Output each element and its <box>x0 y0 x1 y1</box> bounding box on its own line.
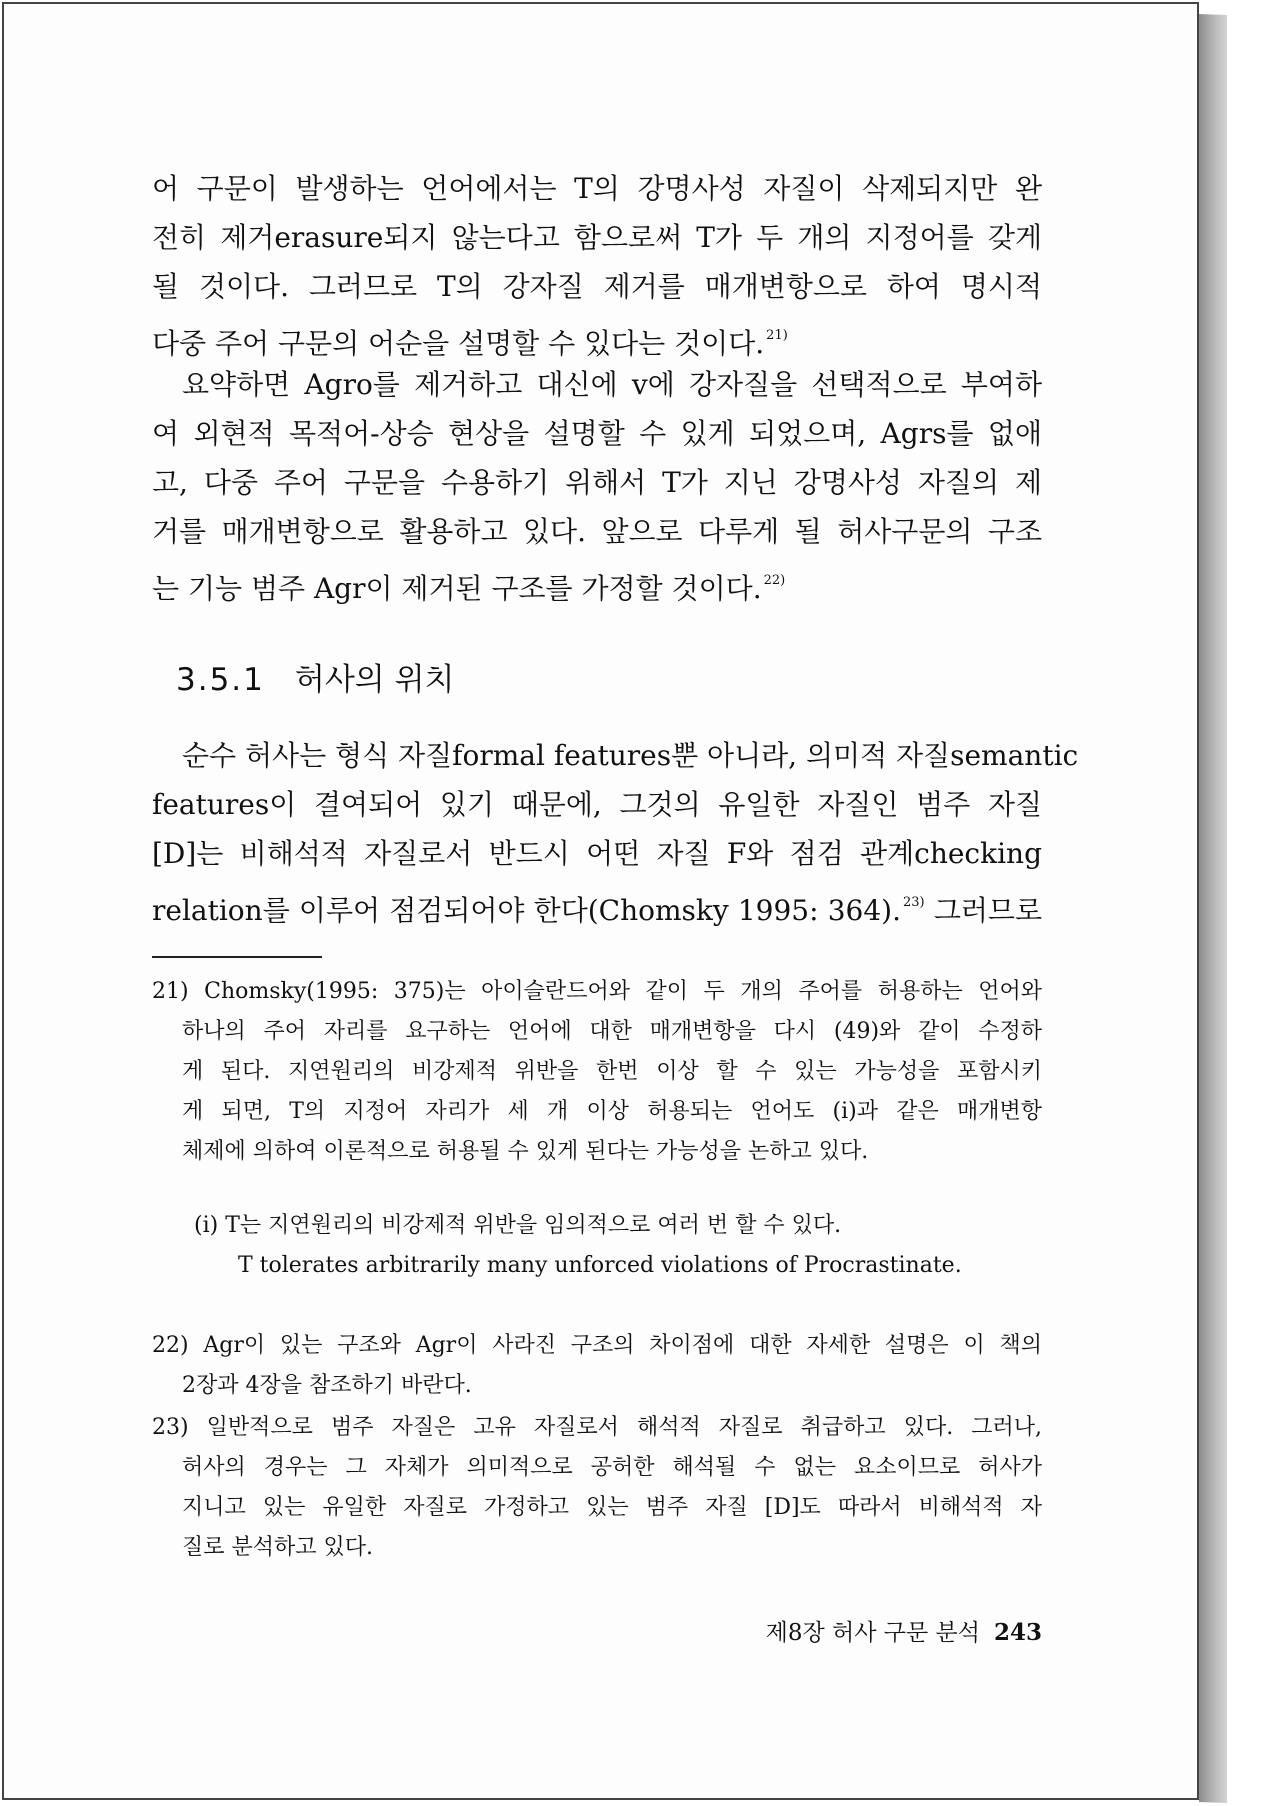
footnote-line: 허사의 경우는 그 자체가 의미적으로 공허한 해석될 수 없는 요소이므로 허사가 <box>182 1455 1042 1480</box>
footnote-line: 게 된다. 지연원리의 비강제적 위반을 한번 이상 할 수 있는 가능성을 포함시키 <box>182 1059 1042 1084</box>
text-line: [D]는 비해석적 자질로서 반드시 어떤 자질 F와 점검 관계checking <box>152 837 1042 870</box>
section-number: 3.5.1 <box>176 662 265 698</box>
footnote-line: 하나의 주어 자리를 요구하는 언어에 대한 매개변항을 다시 (49)와 같이 수정하 <box>182 1019 1042 1044</box>
chapter-title: 제8장 허사 구문 분석 <box>765 1620 980 1646</box>
text-line: 요약하면 Agro를 제거하고 대신에 v에 강자질을 선택적으로 부여하 <box>182 368 1042 401</box>
body-paragraph-2 <box>152 360 1042 613</box>
footnote-21-example <box>194 1206 1014 1286</box>
footnote-21 <box>152 972 1042 1172</box>
footnote-line: 21) Chomsky(1995: 375)는 아이슬란드어와 같이 두 개의 주어를 허용하는 언어와 <box>152 979 1042 1004</box>
text-line: 고, 다중 주어 구문을 수용하기 위해서 T가 지닌 강명사성 자질의 제 <box>152 466 1042 499</box>
page-stack-edge <box>1199 14 1227 1803</box>
section-title: 허사의 위치 <box>294 662 455 698</box>
text-line: 전히 제거erasure되지 않는다고 함으로써 T가 두 개의 지정어를 갖게 <box>152 221 1042 254</box>
example-english: T tolerates arbitrarily many unforced violations of Procrastinate. <box>238 1253 962 1278</box>
footnote-divider <box>152 956 322 958</box>
text-line <box>152 556 1042 613</box>
footnote-ref-23[interactable]: 23) <box>903 895 925 910</box>
text-line-content: 다중 주어 구문의 어순을 설명할 수 있다는 것이다. <box>152 327 765 360</box>
footnote-23 <box>152 1408 1042 1568</box>
footnote-line: 지니고 있는 유일한 자질로 가정하고 있는 범주 자질 [D]도 따라서 비해석적 자 <box>182 1495 1042 1520</box>
footnote-22 <box>152 1326 1042 1406</box>
footnote-ref-22[interactable]: 22) <box>763 573 786 588</box>
text-line: features이 결여되어 있기 때문에, 그것의 유일한 자질인 범주 자질 <box>152 788 1042 821</box>
text-line: 순수 허사는 형식 자질formal features뿐 아니라, 의미적 자질semantic <box>182 739 1079 772</box>
footnote-line: 게 되면, T의 지정어 자리가 세 개 이상 허용되는 언어도 (i)과 같은 매개변항 <box>182 1099 1042 1124</box>
example-korean: (i) T는 지연원리의 비강제적 위반을 임의적으로 여러 번 할 수 있다. <box>194 1213 842 1238</box>
text-line: 어 구문이 발생하는 언어에서는 T의 강명사성 자질이 삭제되지만 완 <box>152 172 1042 205</box>
text-line: 거를 매개변항으로 활용하고 있다. 앞으로 다루게 될 허사구문의 구조 <box>152 515 1042 548</box>
text-line: 될 것이다. 그러므로 T의 강자질 제거를 매개변항으로 하여 명시적 <box>152 270 1042 303</box>
running-footer <box>152 1614 1042 1647</box>
book-page <box>2 2 1199 1800</box>
body-paragraph-1 <box>152 164 1042 368</box>
text-line-content: relation를 이루어 점검되어야 한다(Chomsky 1995: 364). <box>152 894 902 927</box>
text-line <box>152 878 1042 935</box>
footnote-line: 22) Agr이 있는 구조와 Agr이 사라진 구조의 차이점에 대한 자세한 설명은 이 책의 <box>152 1333 1042 1358</box>
footnote-line: 2장과 4장을 참조하기 바란다. <box>182 1373 472 1398</box>
page-number: 243 <box>993 1619 1042 1646</box>
footnote-line: 23) 일반적으로 범주 자질은 고유 자질로서 해석적 자질로 취급하고 있다. 그러나, <box>152 1415 1042 1440</box>
footnote-ref-21[interactable]: 21) <box>766 328 788 343</box>
body-paragraph-3 <box>152 731 1079 935</box>
footnote-line: 체제에 의하여 이론적으로 허용될 수 있게 된다는 가능성을 논하고 있다. <box>182 1139 869 1164</box>
section-heading <box>176 654 454 699</box>
text-line-content: 는 기능 범주 Agr이 제거된 구조를 가정할 것이다. <box>152 572 762 605</box>
text-line-tail: 그러므로 <box>924 894 1043 927</box>
footnote-line: 질로 분석하고 있다. <box>182 1535 373 1560</box>
text-line: 여 외현적 목적어-상승 현상을 설명할 수 있게 되었으며, Agrs를 없애 <box>152 417 1042 450</box>
